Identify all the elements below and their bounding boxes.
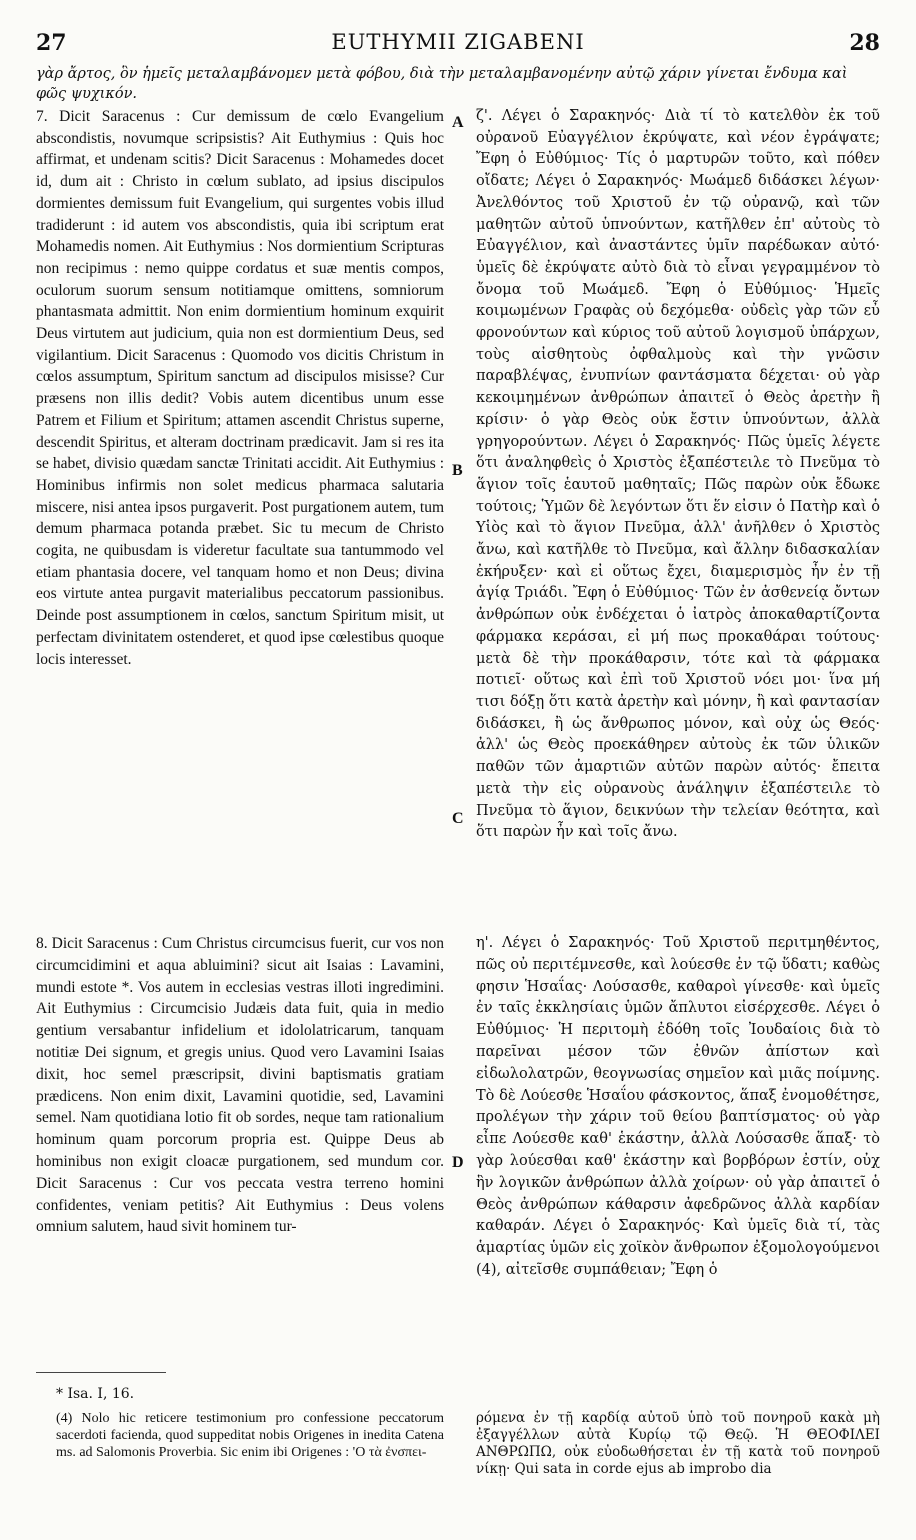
margin-marker-c: C xyxy=(452,810,464,827)
margin-marker-b: B xyxy=(452,462,463,479)
running-head: EUTHYMII ZIGABENI xyxy=(331,30,585,54)
latin-column-section-8 xyxy=(36,933,444,1238)
page-number-right: 28 xyxy=(849,30,880,56)
section-7-greek: ζ'. Λέγει ὁ Σαρακηνός· Διὰ τί τὸ κατελθὸν ἐκ τοῦ οὐρανοῦ Εὐαγγέλιον ἐκρύψατε, καὶ νέον ἐγράψατε; Ἔφη ὁ Εὐθύμιος· Τίς ὁ μαρτυρῶν τοῦτο, καὶ πόθεν οἴδατε; Λέγει ὁ Σαρακηνός· Μωάμεδ διδάσκει λέγων· Ἀνελθόντος τοῦ Χριστοῦ ἐν τῷ οὐρανῷ, καὶ τῶν μαθητῶν αὐτοῦ ὑπνούντων, κατῆλθεν ἐπ' αὐτοὺς τὸ Εὐαγγέλιον, καὶ ἀναστάντες ὑμῖν παρέδωκαν αὐτό· ὑμεῖς δὲ ἐκρύψατε αὐτὸ διὰ τὸ εἶναι γεγραμμένον τὸ ὄνομα τοῦ Μωάμεδ. Ἔφη ὁ Εὐθύμιος· Ἡμεῖς κοιμωμένων Γραφὰς οὐ δεχόμεθα· οὐδεὶς γὰρ τῶν εὖ φρονούντων καὶ κύριος τοῦ αὐτοῦ λογισμοῦ ὑπάρχων, τοὺς αἰσθητοὺς ὀφθαλμοὺς καὶ τὴν γνῶσιν παραβλέψας, ἐνυπνίων φαντάσματα δέχεται· οὐ γὰρ κεκοιμημένων ἀνθρώπων ἀπαιτεῖ ὁ Θεὸς ἀρετὴν ἢ κρίσιν· ὁ γὰρ Θεὸς οὐκ ἔστιν ὑπνούντων, ἀλλὰ γρηγορούντων. Λέγει ὁ Σαρακηνός· Πῶς ὑμεῖς λέγετε ὅτι ἀναληφθεὶς ὁ Χριστὸς ἐξαπέστειλε τὸ Πνεῦμα τὸ ἅγιον τοῖς ἑαυτοῦ μαθηταῖς; Πῶς παρὼν οὐκ ἔδωκε τούτοις; Ὑμῶν δὲ λεγόντων ὅτι ἕν εἰσιν ὁ Πατὴρ καὶ ὁ Υἱὸς καὶ τὸ ἅγιον Πνεῦμα, ἀλλ' ἀνῆλθεν ὁ Χριστὸς ἄνω, καὶ κατῆλθε τὸ Πνεῦμα, καὶ ἄλλην διδασκαλίαν ἐκήρυξεν· καὶ εἰ οὕτως ἔχει, διαμερισμὸς ἦν ἐν τῇ ἁγίᾳ Τριάδι. Ἔφη ὁ Εὐθύμιος· Τῶν ἐν ἀσθενείᾳ ὄντων ἀνθρώπων οὐκ ἐνδέχεται ὁ ἰατρὸς ἀποκαθαρτίζοντα φάρμακα κεράσαι, εἰ μή πως προκαθάραι τούτους· μετὰ δὲ τὴν προκάθαρσιν, τότε καὶ τὰ φάρμακα ποτιεῖ· οὕτως καὶ ἐπὶ τοῦ Χριστοῦ νόει μοι· ἵνα μή τισι δόξῃ ὅτι κατὰ ἀρετὴν καὶ μόνην, ἢ καὶ φαντασίαν διδάσκει, ἢ ὡς ἄνθρωπος μόνον, καὶ οὐχ ὡς Θεός· ἀλλ' ὡς Θεὸς προεκάθηρεν αὐτοὺς ἐκ τῶν ὑλικῶν παθῶν τῶν ἁμαρτιῶν αὐτῶν παρὼν αὐτός· ἔπειτα μετὰ τὴν εἰς οὐρανοὺς ἀνάληψιν ἐξαπέστειλε τὸ Πνεῦμα τὸ ἅγιον, δεικνύων τὴν τελείαν θεότητα, καὶ ὅτι παρὼν ἦν καὶ τοῖς ἄνω. xyxy=(476,108,880,841)
footnote-rule xyxy=(36,1372,166,1373)
intro-greek-line: γὰρ ἄρτος, ὃν ἡμεῖς μεταλαμβάνομεν μετὰ φόβου, διὰ τὴν μεταλαμβανομένην αὐτῷ χάριν γίνεται ἔνδυμα καὶ φῶς ψυχικόν. xyxy=(36,66,848,102)
footnote-latin: (4) Nolo hic reticere testimonium pro confessione peccatorum sacerdoti facienda, quod suppeditat nobis Origenes in inedita Catena ms. ad Salomonis Proverbia. Sic enim ibi Origenes : 'Ο τὰ ἐνσπει- xyxy=(56,1411,444,1460)
margin-marker-d: D xyxy=(452,1154,464,1171)
greek-column-section-7 xyxy=(476,106,880,844)
latin-column-section-7 xyxy=(36,106,444,670)
footnote-scripture-ref: * Isa. I, 16. xyxy=(56,1386,135,1402)
page-header xyxy=(36,30,880,64)
greek-column-section-8 xyxy=(476,933,880,1282)
margin-marker-a: A xyxy=(452,114,464,131)
section-8-latin: 8. Dicit Saracenus : Cum Christus circumcisus fuerit, cur vos non circumcidimini et aqua abluimini? sicut ait Isaias : Lavamini, mundi estote *. Vos autem in ecclesias vestras illoti ingredimini. Ait Euthymius : Circumcisio Judæis data fuit, quia in medio gentium versabantur infidelium et idololatricarum, tanquam notitiæ Dei signum, et gregis unius. Quod vero Lavamini Isaias dixit, hoc semel præscripsit, divini baptismatis gratiam prædicens. Non enim dixit, Lavamini quotidie, sed, Lavamini semel. Nam quotidiana lotio fit ob sordes, neque tam rationalium hominum quam porcorum propria est. Quippe Deus ab hominibus non exigit cloacæ purgationem, sed mundum cor. Dicit Saracenus : Cur vos peccata vestra terreno homini confidentes, veniam petitis? Ait Euthymius : Deus volens omnium salutem, haud sivit hominem tur- xyxy=(36,935,444,1236)
footnote-greek: ρόμενα ἐν τῇ καρδίᾳ αὐτοῦ ὑπὸ τοῦ πονηροῦ κακὰ μὴ ἐξαγγέλλων αὐτὰ Κυρίῳ τῷ Θεῷ. Ἡ ΘΕΟΦΙΛΕΙ ΑΝΘΡΩΠΩ, οὐκ εὐοδωθήσεται ἐν τῇ κατὰ τοῦ πονηροῦ νίκῃ· Qui sata in corde ejus ab improbo dia xyxy=(476,1410,880,1477)
section-7-latin: 7. Dicit Saracenus : Cur demissum de cœlo Evangelium abscondistis, novumque scripsistis? Ait Euthymius : Quis hoc affirmat, et undenam scitis? Dicit Saracenus : Mohamedes docet id, dum ait : Christo in cœlum sublato, ad ipsius discipulos dormientes demissum fuit Evangelium, qui surgentes vobis illud tradiderunt : id autem vos abscondistis, quia ibi scriptum erat Mohamedis nomen. Ait Euthymius : Nos dormientium Scripturas non recipimus : nemo quippe cordatus et suæ mentis compos, oculorum suorum sensum notitiamque omittens, somniorum phantasmata admittit. Non enim dormientium hominum exquirit Deus virtutem aut judicium, quia non est dormientium Deus, sed vigilantium. Dicit Saracenus : Quomodo vos dicitis Christum in cœlos assumptum, Spiritum sanctum ad discipulos misisse? Cur præsens non illis dedit? Vobis autem dicentibus unum esse Patrem et Filium et Spiritum; attamen ascendit Christus superne, descendit Spiritus, et alteram doctrinam prædicavit. Jam si res ita se habet, divisio quædam sanctæ Trinitati accidit. Ait Euthymius : Hominibus infirmis non solet medicus pharmaca salutaria miscere, nisi antea ipsos purgaverit. Post purgationem autem, tum demum pharmaca potanda præbet. Sic tu mecum de Christo cogita, ne quibusdam is videretur facultate sua tantummodo vel etiam phantasia docere, vel tanquam homo et non Deus; divina eos virtute antea purgavit materialibus peccatorum passionibus. Deinde post assumptionem in cœlos, sanctum Spiritum misit, ut perfectam divinitatem ostenderet, et quod ipse cœlestibus quoque locis interesset. xyxy=(36,108,444,668)
page-number-left: 27 xyxy=(36,30,67,56)
section-8-greek: η'. Λέγει ὁ Σαρακηνός· Τοῦ Χριστοῦ περιτμηθέντος, πῶς οὐ περιτέμνεσθε, καὶ λούεσθε ἐν τῷ ὕδατι; καθὼς φησιν Ἡσαΐας· Λούσασθε, καθαροὶ γίνεσθε· καὶ ὑμεῖς ἐν ταῖς ἐκκλησίαις ὑμῶν ἄπλυτοι εἰσέρχεσθε. Λέγει ὁ Εὐθύμιος· Ἡ περιτομὴ ἐδόθη τοῖς Ἰουδαίοις διὰ τὸ παρεῖναι μέσον τῶν ἐθνῶν ἀπίστων καὶ εἰδωλολατρῶν, θεογνωσίας σημεῖον καὶ μιᾶς ποίμνης. Τὸ δὲ Λούεσθε Ἡσαΐου φάσκοντος, ἅπαξ ἐνομοθέτησε, προλέγων τὴν χάριν τοῦ θείου βαπτίσματος· οὐ γὰρ εἶπε Λούεσθε καθ' ἑκάστην, ἀλλὰ Λούσασθε ἅπαξ· τὸ γὰρ λούεσθαι καθ' ἑκάστην καὶ βορβόρων ἐστίν, οὐχ ἣν λογικῶν ἀνθρώπων ἀλλὰ χοίρων· οὐ γὰρ ἀπαιτεῖ ὁ Θεὸς ἀνθρώπων κάθαρσιν ἀφεδρῶνος ἀλλὰ καρδίαν καθαράν. Λέγει ὁ Σαρακηνός· Καὶ ὑμεῖς διὰ τί, τὰς ἁμαρτίας ὑμῶν εἰς χοϊκὸν ἄνθρωπον ἐξομολογούμενοι (4), αἰτεῖσθε συμπάθειαν; Ἔφη ὁ xyxy=(476,935,880,1278)
